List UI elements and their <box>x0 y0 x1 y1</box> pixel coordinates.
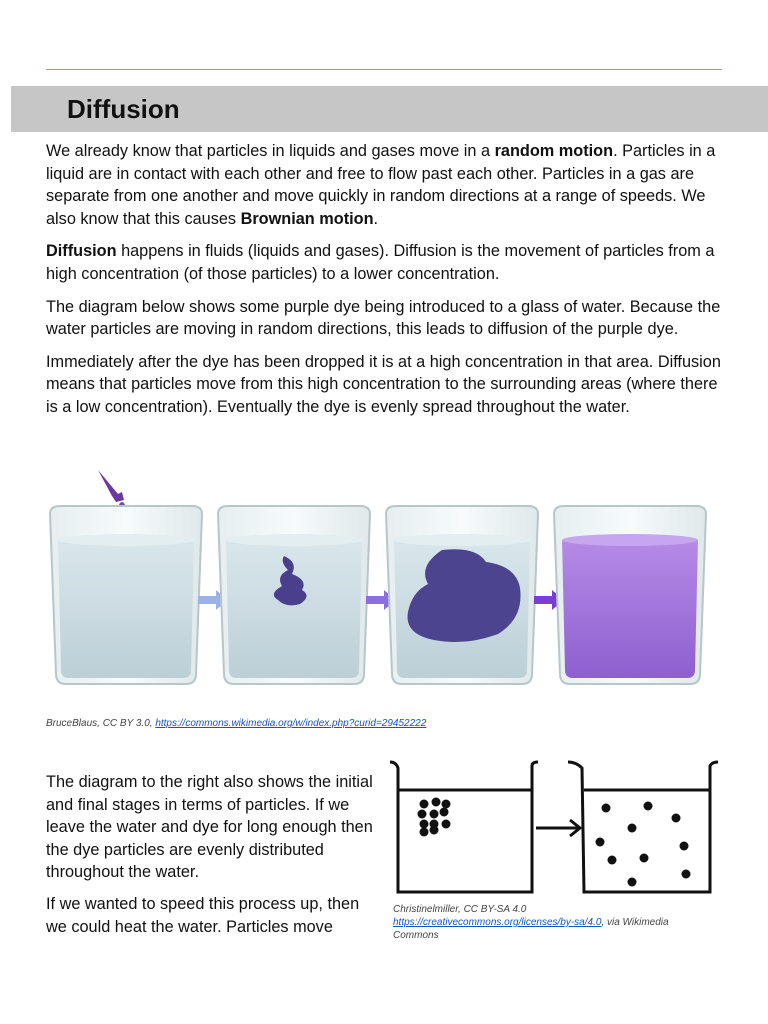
final-beaker <box>568 762 718 892</box>
credit-2-line-2 <box>393 916 713 942</box>
header-rule <box>46 69 722 70</box>
credit-2-line-1: Christinelmiller, CC BY-SA 4.0 <box>393 904 527 915</box>
beaker-1 <box>50 506 202 684</box>
p1-text-a: We already know that particles in liquids and gases move in a <box>46 142 495 160</box>
initial-beaker <box>390 762 538 892</box>
p1-text-e: . <box>373 209 379 228</box>
beaker-3 <box>386 506 538 684</box>
credit-2-rest: , via Wikimedia Commons <box>393 917 669 941</box>
paragraph-3: The diagram below shows some purple dye being introduced to a glass of water. Because the water particles are moving in random directions, this leads to diffusion of the purple dye. <box>46 297 721 339</box>
diffusion-term: Diffusion <box>46 242 117 261</box>
final-particles <box>596 802 691 887</box>
credit-2-link[interactable]: https://creativecommons.org/licenses/by-sa/4.0 <box>393 917 602 928</box>
pipette-icon <box>98 470 125 510</box>
arrow-right-icon <box>536 820 580 836</box>
paragraph-2 <box>46 240 726 285</box>
beaker-4 <box>554 506 706 684</box>
title-bar <box>11 86 768 132</box>
diffusion-beakers-figure <box>46 462 710 702</box>
intro-text <box>46 140 726 429</box>
initial-particles <box>418 798 451 837</box>
credit-1-link[interactable]: https://commons.wikimedia.org/w/index.php?curid=29452222 <box>155 718 427 729</box>
brownian-motion-term: Brownian motion <box>240 209 374 228</box>
lower-text <box>46 771 376 947</box>
figure-1-credit <box>46 718 426 729</box>
random-motion-term: random motion <box>494 142 614 160</box>
lower-paragraph-2: If we wanted to speed this process up, then we could heat the water. Particles move <box>46 894 360 936</box>
lower-paragraph-1: The diagram to the right also shows the initial and final stages in terms of particles. If we leave the water and dye for long enough then the dye particles are evenly distributed throughout the water. <box>46 773 373 882</box>
figure-2-credit <box>393 903 713 942</box>
p1-text-c: . Particles in a liquid are in contact with each other and free to flow past each other. Particles in a gas are separate from one another and move quickly in random directions at a range of speeds. We also know that this causes <box>46 142 716 228</box>
beaker-2 <box>218 506 370 684</box>
page-title: Diffusion <box>67 94 180 124</box>
paragraph-1 <box>46 140 726 230</box>
paragraph-4: Immediately after the dye has been dropped it is at a high concentration in that area. Diffusion means that particles move from this high concentration to the surrounding areas (where there is a low concentration). Eventually the dye is evenly spread throughout the water. <box>46 352 721 416</box>
credit-1-text: BruceBlaus, CC BY 3.0, <box>46 718 156 729</box>
p2-text-b: happens in fluids (liquids and gases). Diffusion is the movement of particles from a high concentration (of those particles) to a lower concentration. <box>46 242 715 283</box>
particle-diagram <box>386 756 722 898</box>
